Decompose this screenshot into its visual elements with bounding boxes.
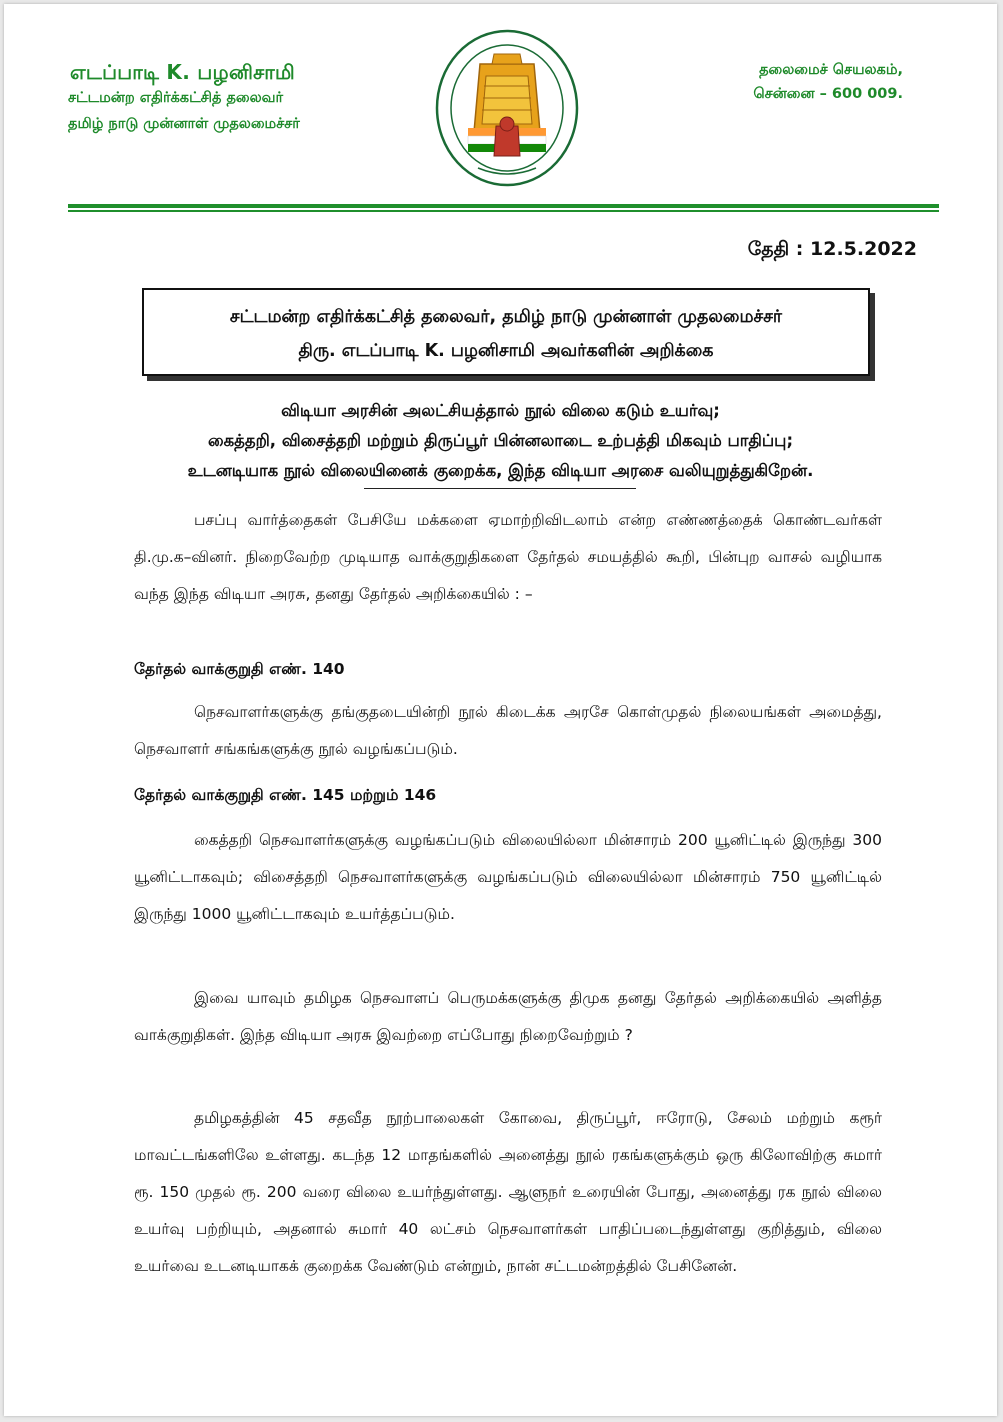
headline-2: கைத்தறி, விசைத்தறி மற்றும் திருப்பூர் பின்னலாடை உற்பத்தி மிகவும் பாதிப்பு; <box>207 431 794 450</box>
promise-heading-145-146: தேர்தல் வாக்குறுதி எண். 145 மற்றும் 146 <box>134 786 437 804</box>
headline-3: உடனடியாக நூல் விலையினைக் குறைக்க, இந்த விடியா அரசை வலியுறுத்துகிறேன். <box>187 461 814 480</box>
body-paragraph-1: பசப்பு வார்த்தைகள் பேசியே மக்களை ஏமாற்றிவிடலாம் என்ற எண்ணத்தைக் கொண்டவர்கள் தி.மு.க–வினர். நிறைவேற்ற முடியாத வாக்குறுதிகளை தேர்தல் சமயத்தில் கூறி, பின்புற வாசல் வழியாக வந்த இந்த விடியா அரசு, தனது தேர்தல் அறிக்கையில் : – <box>134 511 882 603</box>
office-address-line-2: சென்னை – 600 009. <box>753 86 903 102</box>
tamil-nadu-emblem-icon <box>434 28 580 188</box>
body-paragraph-2: நெசவாளர்களுக்கு தங்குதடையின்றி நூல் கிடைக்க அரசே கொள்முதல் நிலையங்கள் அமைத்து, நெசவாளர் சங்கங்களுக்கு நூல் வழங்கப்படும். <box>134 703 882 758</box>
headline-underline <box>364 488 636 489</box>
author-designation-2: தமிழ் நாடு முன்னாள் முதலமைச்சர் <box>68 116 300 132</box>
letterhead-divider <box>68 204 939 208</box>
headline-block <box>64 396 937 486</box>
author-name: எடப்பாடி K. பழனிசாமி <box>70 60 295 84</box>
body-paragraph-4: இவை யாவும் தமிழக நெசவாளப் பெருமக்களுக்கு திமுக தனது தேர்தல் அறிக்கையில் அளித்த வாக்குறுதிகள். இந்த விடியா அரசு இவற்றை எப்போது நிறைவேற்றும் ? <box>134 989 882 1044</box>
body-paragraph-5: தமிழகத்தின் 45 சதவீத நூற்பாலைகள் கோவை, திருப்பூர், ஈரோடு, சேலம் மற்றும் கரூர் மாவட்டங்களிலே உள்ளது. கடந்த 12 மாதங்களில் அனைத்து நூல் ரகங்களுக்கும் ஒரு கிலோவிற்கு சுமார் ரூ. 150 முதல் ரூ. 200 வரை விலை உயர்ந்துள்ளது. ஆளுநர் உரையின் போது, அனைத்து ரக நூல் விலை உயர்வு பற்றியும், அதனால் சுமார் 40 லட்சம் நெசவாளர்கள் பாதிப்படைந்துள்ளது குறித்தும், விலை உயர்வை உடனடியாகக் குறைக்க வேண்டும் என்றும், நான் சட்டமன்றத்தில் பேசினேன். <box>134 1109 882 1275</box>
statement-title-line-1: சட்டமன்ற எதிர்க்கட்சித் தலைவர், தமிழ் நாடு முன்னாள் முதலமைச்சர் <box>229 307 783 327</box>
statement-title-box <box>142 288 870 376</box>
office-address-line-1: தலைமைச் செயலகம், <box>759 62 903 78</box>
headline-1: விடியா அரசின் அலட்சியத்தால் நூல் விலை கடும் உயர்வு; <box>281 401 720 420</box>
promise-heading-140: தேர்தல் வாக்குறுதி எண். 140 <box>134 660 345 678</box>
release-date: தேதி : 12.5.2022 <box>747 238 917 260</box>
statement-title-line-2: திரு. எடப்பாடி K. பழனிசாமி அவர்களின் அறிக்கை <box>298 341 714 361</box>
letterhead-divider-thin <box>68 210 939 212</box>
author-designation-1: சட்டமன்ற எதிர்க்கட்சித் தலைவர் <box>68 90 284 106</box>
press-release-page <box>4 4 997 1416</box>
body-paragraph-3: கைத்தறி நெசவாளர்களுக்கு வழங்கப்படும் விலையில்லா மின்சாரம் 200 யூனிட்டில் இருந்து 300 யூனிட்டாகவும்; விசைத்தறி நெசவாளர்களுக்கு வழங்கப்படும் விலையில்லா மின்சாரம் 750 யூனிட்டில் இருந்து 1000 யூனிட்டாகவும் உயர்த்தப்படும். <box>134 831 882 923</box>
